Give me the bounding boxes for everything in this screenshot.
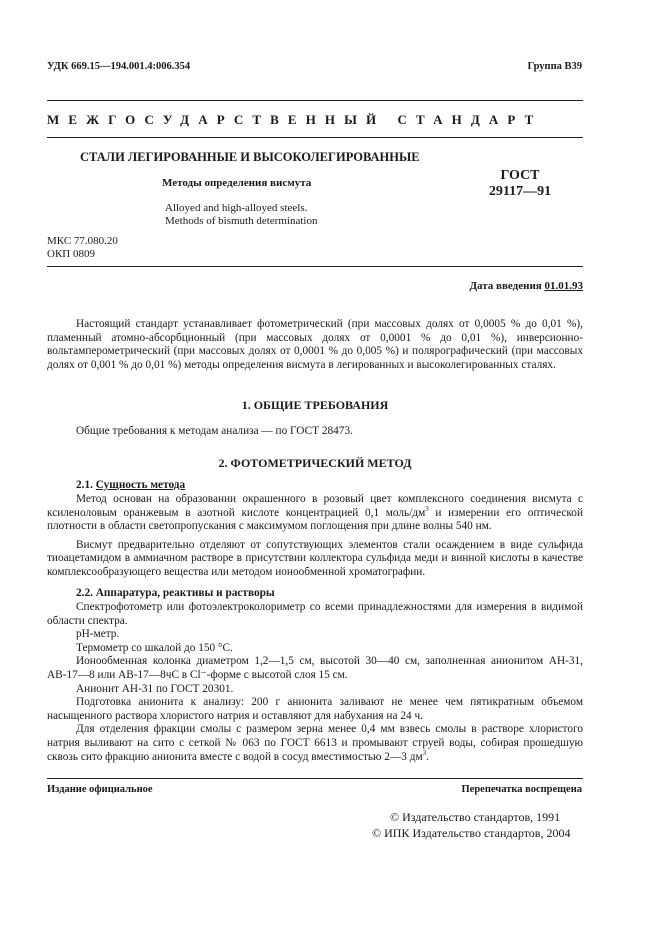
section-1-text: Общие требования к методам анализа — по ГОСТ 28473. <box>76 425 353 437</box>
effective-date-value: 01.01.93 <box>544 280 583 292</box>
s21-p1-text-b: и измерении его оптической плотности в области светопропускания с максимумом поглощения при длине волны 540 нм. <box>47 506 583 533</box>
copyright-1991: © Издательство стандартов, 1991 <box>390 810 561 824</box>
intro-text: Настоящий стандарт устанавливает фотометрический (при массовых долях от 0,0005 % до 0,01 %), пламенный атомно-абсорбционный (при массовых долях от 0,0001 % до 0,01 %), инверсионно-вольтамперометрический (при массовых долях от 0,0001 % до 0,005 %) и полярографический (при массовых долях от 0,001 % до 0,01 %) методы определения висмута в легированных и высоколегированных сталях. <box>47 318 583 371</box>
section-1-heading: 1. ОБЩИЕ ТРЕБОВАНИЯ <box>241 398 389 412</box>
effective-date-label: Дата введения <box>469 280 542 292</box>
s22-paragraph-6: Подготовка анионита к анализу: 200 г анионита заливают не менее чем пятикратным объемом насыщенного раствора хлористого натрия и оставляют для набухания на 24 ч. <box>47 696 583 722</box>
gost-designation <box>480 168 560 200</box>
s21-p1-text-a: Метод основан на образовании окрашенного в розовый цвет комплексного соединения висмута с ксиленоловым оранжевым в азотной кислоте концентрацией 0,1 моль/дм <box>47 493 583 519</box>
subsection-2-1-title: Сущность метода <box>95 479 186 491</box>
effective-date <box>469 280 583 292</box>
subsection-2-1-paragraph-2: Висмут предварительно отделяют от сопутствующих элементов стали осаждением в виде сульфида тиоацетамидом в аммиачном растворе в присутствии коллектора сульфида меди и винной кислоты в качестве комплексообразующего вещества или методом ионообменной хроматографии. <box>47 538 583 578</box>
subsection-2-1-paragraph-1 <box>47 493 583 534</box>
document-subtitle: Методы определения висмута <box>162 177 312 189</box>
english-title <box>165 202 317 228</box>
s22-p7-text-a: Для отделения фракции смолы с размером зерна менее 0,4 мм взвесь смолы в растворе хлористого натрия выливают на сито с сеткой № 063 по ГОСТ 6613 и промывают струей воды, собирая прошедшую сквозь сито фракцию анионита вместе с водой в сосуд вместимостью 2—3 дм <box>47 723 583 763</box>
gost-number: 29117—91 <box>488 184 552 199</box>
subsection-2-1-number: 2.1. <box>76 479 93 491</box>
mks-code: МКС 77.080.20 <box>47 235 118 247</box>
english-title-line-1: Alloyed and high-alloyed steels. <box>165 202 308 214</box>
subsection-2-2-heading: 2.2. Аппаратура, реактивы и растворы <box>76 587 275 599</box>
subsection-2-1-body <box>47 493 583 580</box>
s22-paragraph-2: рН-метр. <box>76 628 120 641</box>
section-2-heading: 2. ФОТОМЕТРИЧЕСКИЙ МЕТОД <box>218 456 412 470</box>
s22-paragraph-5: Анионит АН-31 по ГОСТ 20301. <box>76 682 234 695</box>
footer-rule <box>47 778 583 779</box>
intro-paragraph <box>47 318 583 372</box>
s22-p7-text-b: . <box>426 750 429 763</box>
reprint-prohibited: Перепечатка воспрещена <box>461 784 582 795</box>
s22-paragraph-7 <box>47 723 583 764</box>
classification-codes <box>47 235 118 260</box>
header-rule <box>47 137 583 138</box>
standard-type: МЕЖГОСУДАРСТВЕННЫЙ СТАНДАРТ <box>47 112 543 127</box>
section-1-body <box>47 425 583 439</box>
s22-p7-sup: 3 <box>422 748 427 757</box>
gost-label: ГОСТ <box>500 168 540 183</box>
group-code: Группа В39 <box>527 61 582 72</box>
top-rule <box>47 100 583 101</box>
s22-paragraph-1: Спектрофотометр или фотоэлектроколориметр со всеми принадлежностями для измерения в видимой области спектра. <box>47 601 583 627</box>
s21-p1-sup: 3 <box>425 504 429 513</box>
copyright-2004: © ИПК Издательство стандартов, 2004 <box>372 826 571 840</box>
english-title-line-2: Methods of bismuth determination <box>165 215 318 227</box>
subsection-2-2-body <box>47 601 583 764</box>
codes-rule <box>47 266 583 267</box>
udk-code: УДК 669.15—194.001.4:006.354 <box>47 61 191 72</box>
s22-paragraph-4: Ионообменная колонка диаметром 1,2—1,5 см, высотой 30—40 см, заполненная анионитом АН-31, АВ-17—8 или АВ-17—8чС в Cl⁻-форме с высотой слоя 15 см. <box>47 655 583 681</box>
subsection-2-1-heading <box>76 479 185 491</box>
s22-paragraph-3: Термометр со шкалой до 150 °С. <box>76 641 233 654</box>
copyright-block <box>372 809 570 841</box>
document-title: СТАЛИ ЛЕГИРОВАННЫЕ И ВЫСОКОЛЕГИРОВАННЫЕ <box>80 150 420 164</box>
official-edition: Издание официальное <box>47 784 153 795</box>
okp-code: ОКП 0809 <box>47 247 95 260</box>
